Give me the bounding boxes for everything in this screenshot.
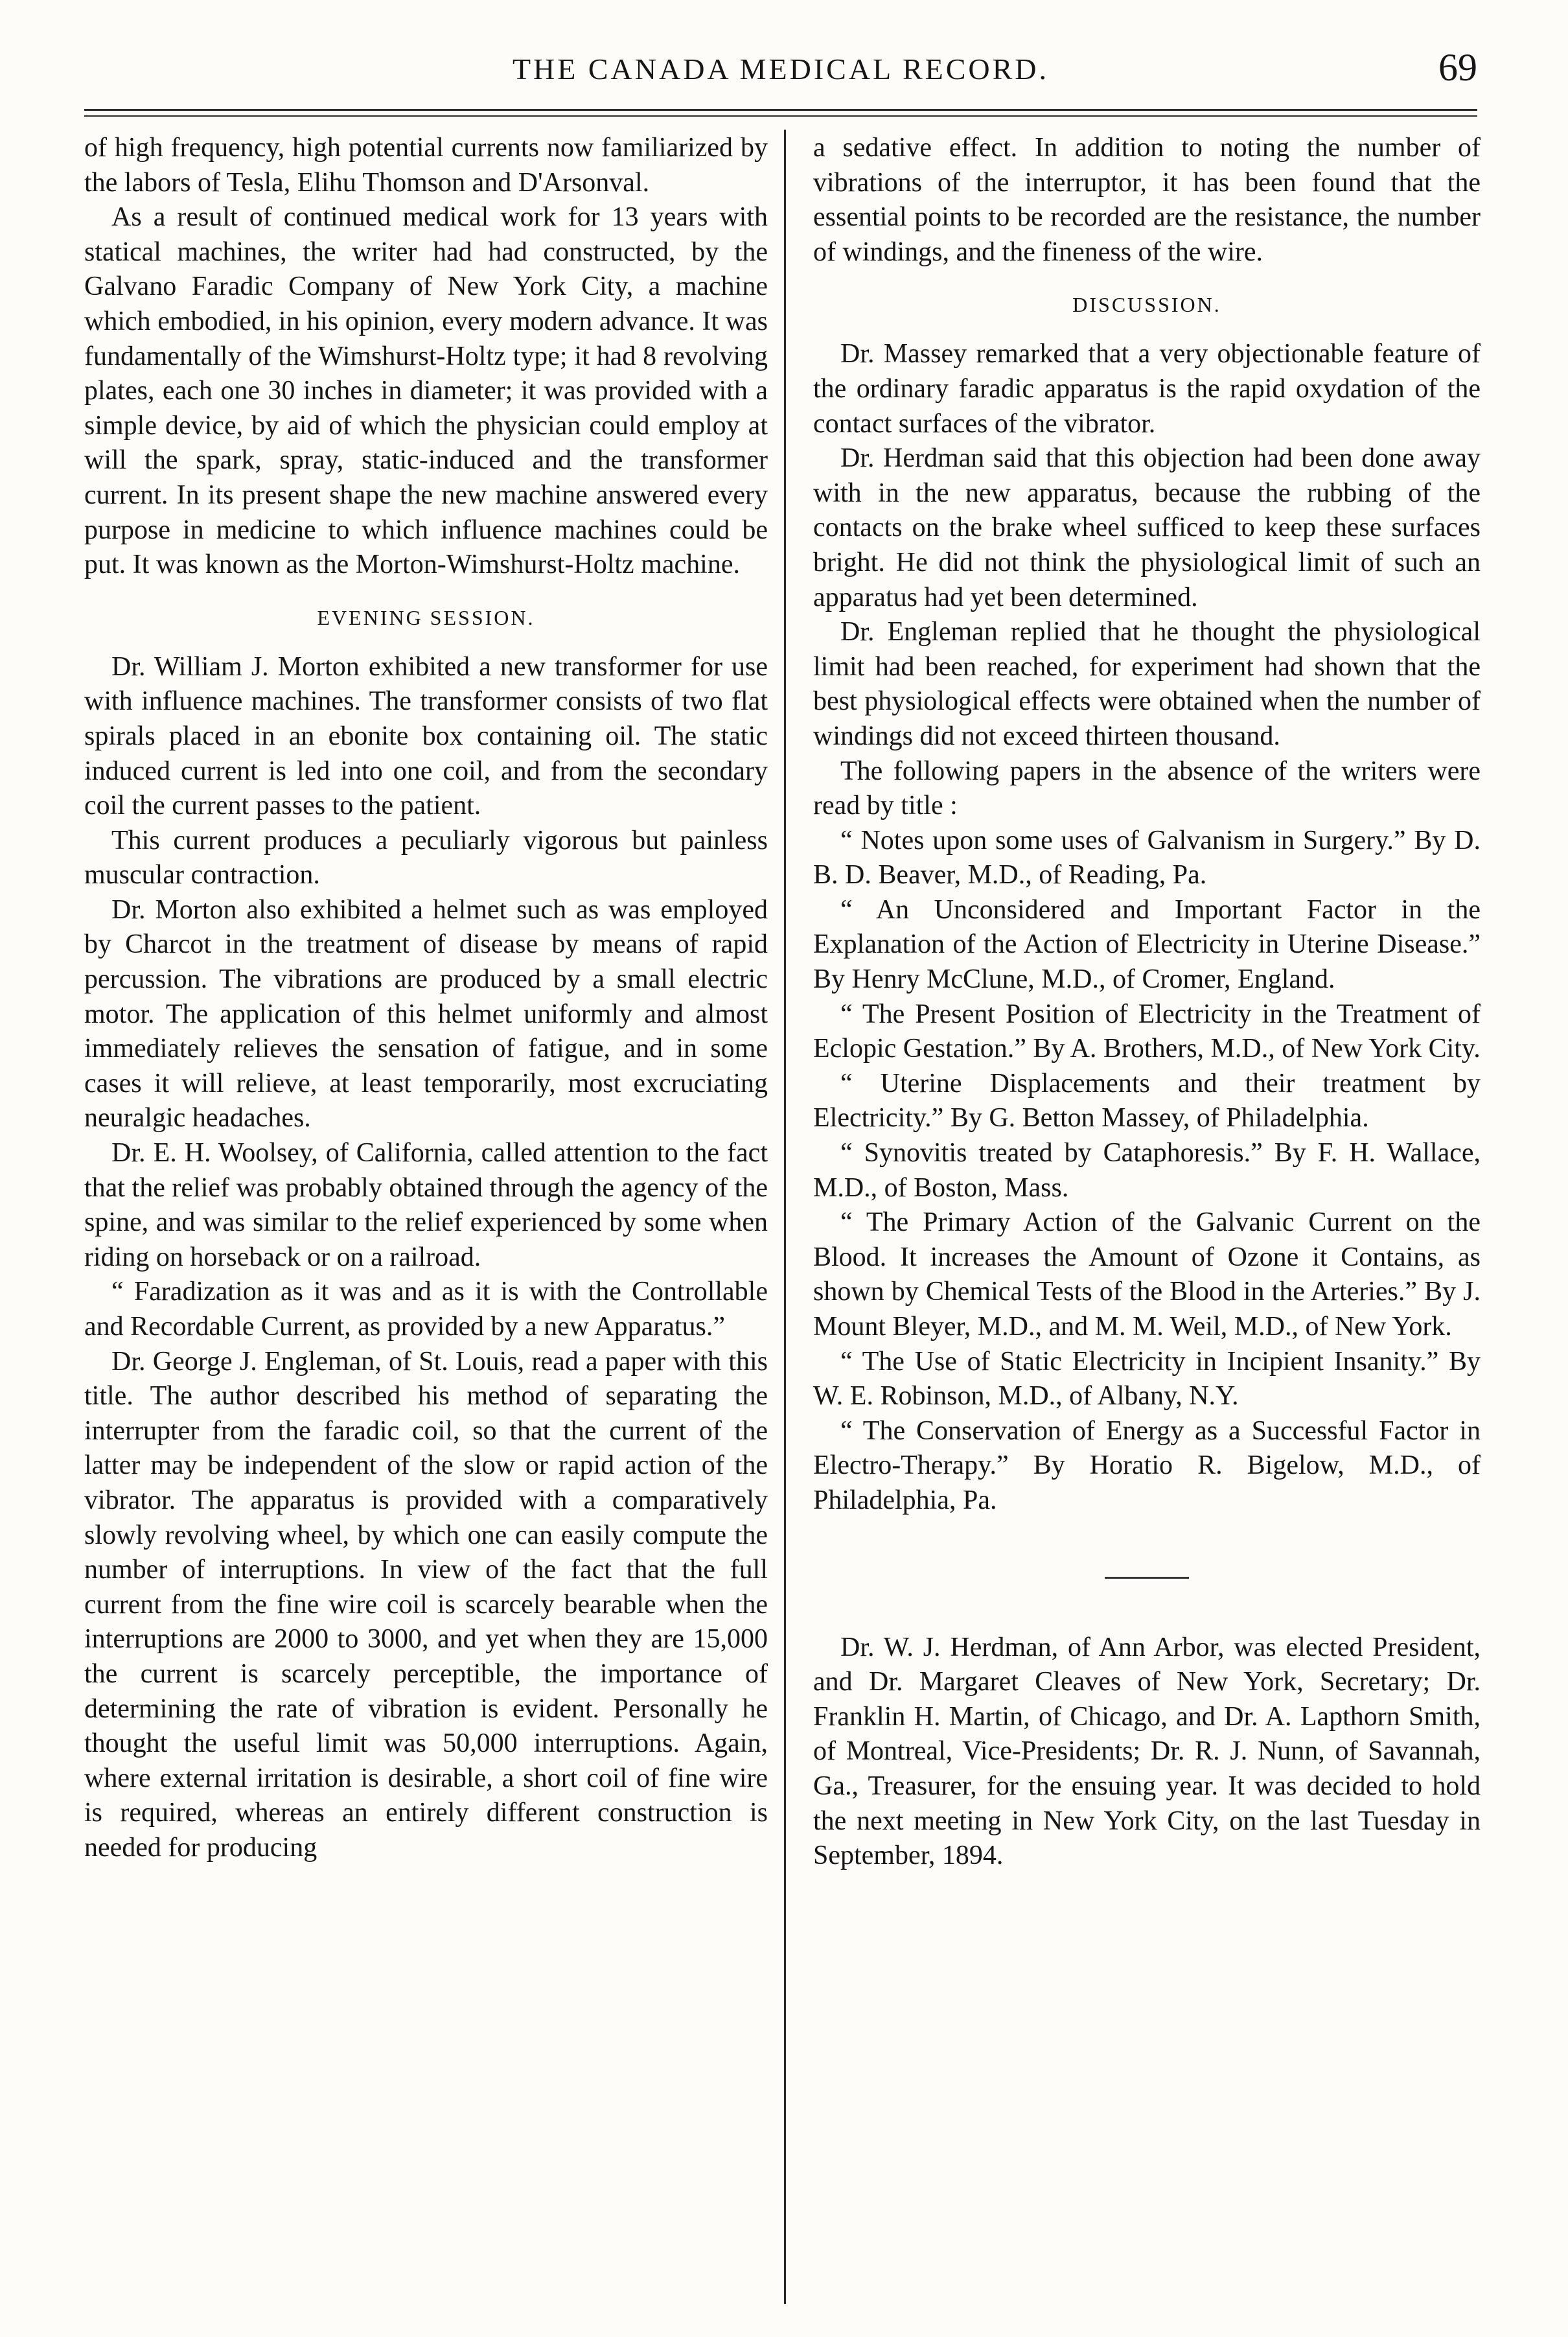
paragraph: Dr. W. J. Herdman, of Ann Arbor, was elected President, and Dr. Margaret Cleaves of New York, Secretary; Dr. Franklin H. Martin, of Chicago, and Dr. A. Lapthorn Smith, of Montreal, Vice-Presidents; Dr. R. J. Nunn, of Savannah, Ga., Treasurer, for the ensuing year. It was decided to hold the next meeting in New York City, on the last Tuesday in September, 1894. xyxy=(813,1632,1481,1871)
paper-title-entry: “ Notes upon some uses of Galvanism in Surgery.” By D. B. D. Beaver, M.D., of Reading, Pa. xyxy=(813,825,1481,890)
paper-title-entry: “ The Present Position of Electricity in the Treatment of Eclopic Gestation.” By A. Brothers, M.D., of New York City. xyxy=(813,999,1481,1064)
header-rule-bottom xyxy=(84,115,1477,117)
paragraph: Dr. Morton also exhibited a helmet such as was employed by Charcot in the treatment of disease by means of rapid percussion. The vibrations are produced by a small electric motor. The application of this helmet uniformly and almost immediately relieves the sensation of fatigue, and in some cases it will relieve, at least temporarily, most excruciating neuralgic headaches. xyxy=(84,894,768,1134)
paper-title-entry: “ Uterine Displacements and their treatment by Electricity.” By G. Betton Massey, of Philadelphia. xyxy=(813,1068,1481,1134)
paper-title-entry: “ The Primary Action of the Galvanic Current on the Blood. It increases the Amount of Ozone it Contains, as shown by Chemical Tests of the Blood in the Arteries.” By J. Mount Bleyer, M.D., and M. M. Weil, M.D., of New York. xyxy=(813,1207,1481,1342)
section-separator xyxy=(1105,1577,1189,1579)
right-column xyxy=(813,131,1481,1874)
paper-title-entry: “ The Use of Static Electricity in Incipient Insanity.” By W. E. Robinson, M.D., of Albany, N.Y. xyxy=(813,1346,1481,1412)
paper-title-entry: “ Synovitis treated by Cataphoresis.” By F. H. Wallace, M.D., of Boston, Mass. xyxy=(813,1138,1481,1203)
paragraph: Dr. William J. Morton exhibited a new transformer for use with influence machines. The transformer consists of two flat spirals placed in an ebonite box containing oil. The static induced current is led into one coil, and from the secondary coil the current passes to the patient. xyxy=(84,651,768,821)
section-heading-evening-session: EVENING SESSION. xyxy=(317,605,535,629)
page-number: 69 xyxy=(1438,46,1477,89)
paragraph: Dr. Engleman replied that he thought the physiological limit had been reached, for experiment had shown that the best physiological effects were obtained when the number of windings did not exceed thirteen thousand. xyxy=(813,617,1481,751)
paragraph: The following papers in the absence of the writers were read by title : xyxy=(813,756,1481,821)
paragraph: This current produces a peculiarly vigorous but painless muscular contraction. xyxy=(84,825,768,890)
paragraph: Dr. Massey remarked that a very objectionable feature of the ordinary faradic apparatus is the rapid oxydation of the contact surfaces of the vibrator. xyxy=(813,339,1481,439)
paragraph: As a result of continued medical work for 13 years with statical machines, the writer had had constructed, by the Galvano Faradic Company of New York City, a machine which embodied, in his opinion, every modern advance. It was fundamentally of the Wimshurst-Holtz type; it had 8 revolving plates, each one 30 inches in diameter; it was provided with a simple device, by aid of which the physician could employ at will the spark, spray, static-induced and the transformer current. In its present shape the new machine answered every purpose in medicine to which influence machines could be put. It was known as the Morton-Wimshurst-Holtz machine. xyxy=(84,202,768,580)
paragraph: of high frequency, high potential currents now familiarized by the labors of Tesla, Elihu Thomson and D'Arsonval. xyxy=(84,133,768,198)
header-rule-top xyxy=(84,109,1477,111)
paragraph: a sedative effect. In addition to noting the number of vibrations of the interruptor, it has been found that the essential points to be recorded are the resistance, the number of windings, and the fineness of the wire. xyxy=(813,133,1481,267)
paragraph: Dr. George J. Engleman, of St. Louis, read a paper with this title. The author described his method of separating the interrupter from the faradic coil, so that the current of the latter may be independent of the slow or rapid action of the vibrator. The apparatus is provided with a comparatively slowly revolving wheel, by which one can easily compute the number of interruptions. In view of the fact that the full current from the fine wire coil is scarcely bearable when the interruptions are 2000 to 3000, and yet when they are 15,000 the current is scarcely perceptible, the importance of determining the rate of vibration is evident. Personally he thought the useful limit was 50,000 interruptions. Again, where external irritation is desirable, a short coil of fine wire is required, whereas an entirely different construction is needed for producing xyxy=(84,1346,768,1863)
paragraph: “ Faradization as it was and as it is with the Controllable and Recordable Current, as provided by a new Apparatus.” xyxy=(84,1277,768,1342)
running-head: THE CANADA MEDICAL RECORD. xyxy=(512,52,1050,86)
left-column xyxy=(84,131,768,1866)
paragraph: Dr. E. H. Woolsey, of California, called attention to the fact that the relief was probably obtained through the agency of the spine, and was similar to the relief experienced by some when riding on horseback or on a railroad. xyxy=(84,1138,768,1272)
section-heading-discussion: DISCUSSION. xyxy=(1072,293,1221,317)
paper-title-entry: “ An Unconsidered and Important Factor in the Explanation of the Action of Electricity in Uterine Disease.” By Henry McClune, M.D., of Cromer, England. xyxy=(813,894,1481,995)
column-divider xyxy=(784,130,786,2304)
paragraph: Dr. Herdman said that this objection had been done away with in the new apparatus, because the rubbing of the contacts on the brake wheel sufficed to keep these surfaces bright. He did not think the physiological limit of such an apparatus had yet been determined. xyxy=(813,443,1481,612)
paper-title-entry: “ The Conservation of Energy as a Successful Factor in Electro-Therapy.” By Horatio R. Bigelow, M.D., of Philadelphia, Pa. xyxy=(813,1415,1481,1515)
page-header xyxy=(84,45,1477,107)
